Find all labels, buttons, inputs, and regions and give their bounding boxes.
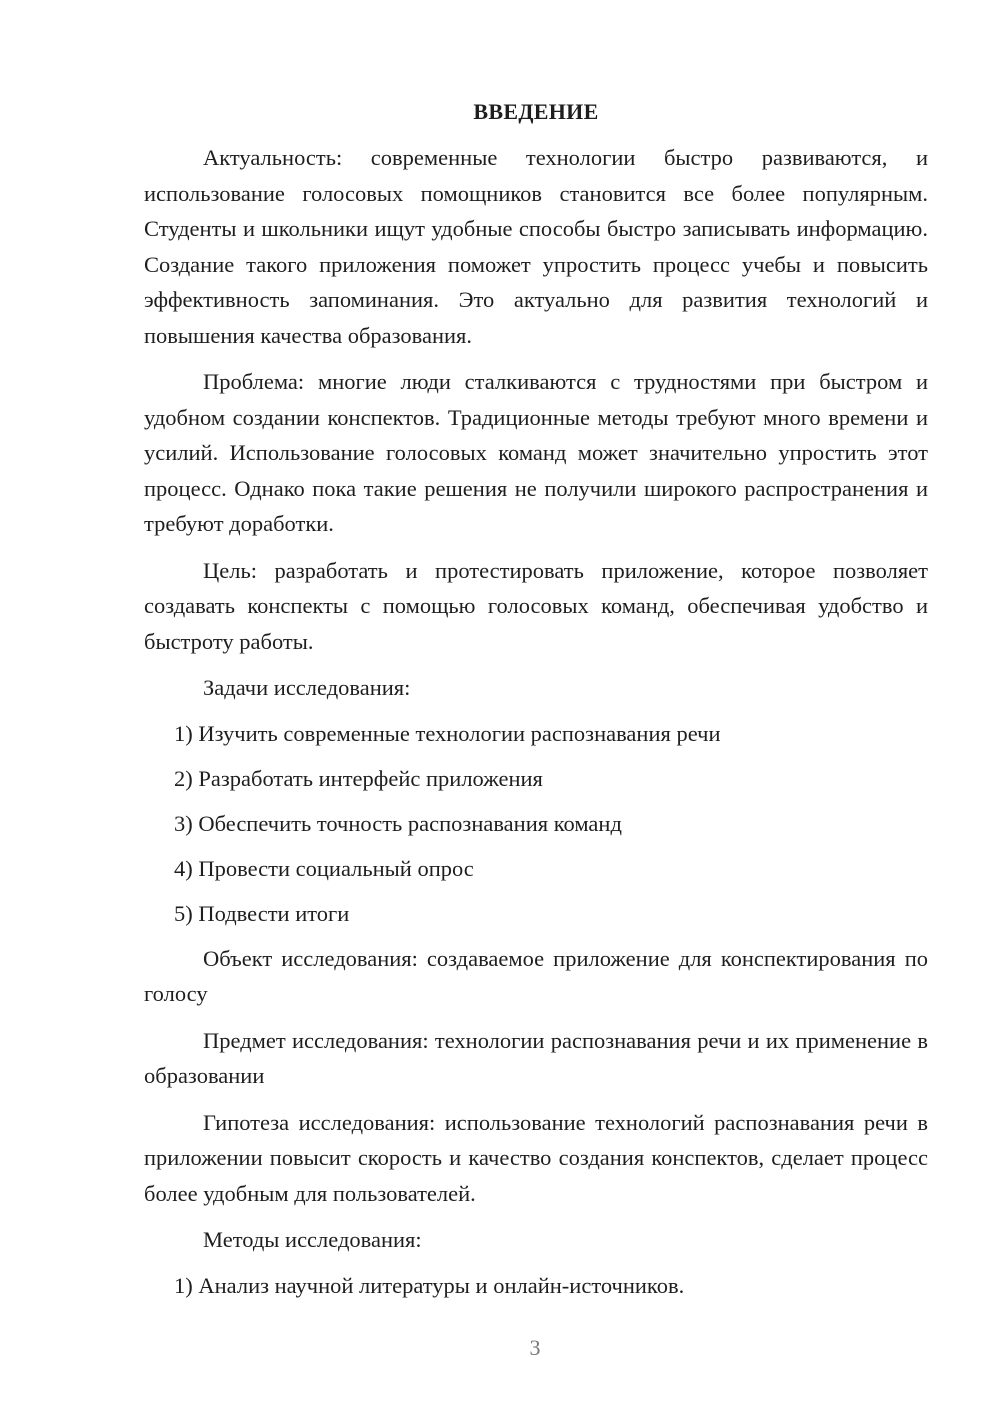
object-paragraph: Объект исследования: создаваемое приложение для конспектирования по голосу <box>144 945 928 1006</box>
section-title: ВВЕДЕНИЕ <box>473 99 599 124</box>
relevance-paragraph: Актуальность: современные технологии быстро развиваются, и использование голосовых помощников становится все более популярным. Студенты и школьники ищут удобные способы быстро записывать информацию. Создание такого приложения поможет упростить процесс учебы и повысить эффективность запоминания. Это актуально для развития технологий и повышения качества образования. <box>144 145 928 348</box>
goal-paragraph: Цель: разработать и протестировать приложение, которое позволяет создавать конспекты с помощью голосовых команд, обеспечивая удобство и быстроту работы. <box>144 557 928 654</box>
problem-paragraph: Проблема: многие люди сталкиваются с трудностями при быстром и удобном создании конспектов. Традиционные методы требуют много времени и усилий. Использование голосовых команд может значительно упростить этот процесс. Однако пока такие решения не получили широкого распространения и требуют доработки. <box>144 369 928 536</box>
methods-heading: Методы исследования: <box>203 1227 422 1252</box>
tasks-heading: Задачи исследования: <box>203 675 411 700</box>
task-item: 3) Обеспечить точность распознавания команд <box>174 810 622 836</box>
task-item: 1) Изучить современные технологии распознавания речи <box>174 720 721 746</box>
method-item: 1) Анализ научной литературы и онлайн-источников. <box>174 1272 685 1298</box>
document-page <box>144 92 928 1313</box>
task-item: 5) Подвести итоги <box>174 900 350 926</box>
task-item: 4) Провести социальный опрос <box>174 855 474 881</box>
task-item: 2) Разработать интерфейс приложения <box>174 765 543 791</box>
page-number: 3 <box>529 1335 541 1360</box>
subject-paragraph: Предмет исследования: технологии распознавания речи и их применение в образовании <box>144 1027 928 1088</box>
hypothesis-paragraph: Гипотеза исследования: использование технологий распознавания речи в приложении повысит скорость и качество создания конспектов, сделает процесс более удобным для пользователей. <box>144 1109 928 1206</box>
